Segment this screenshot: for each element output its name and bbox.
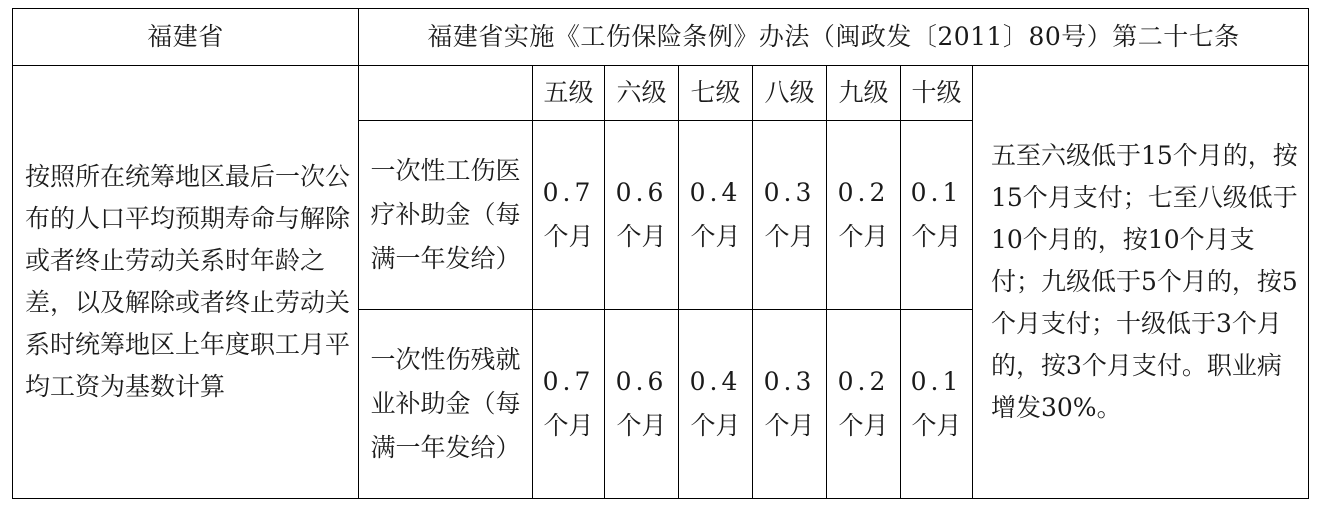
rate-value: 0.7: [542, 178, 595, 207]
rate-value: 0.4: [689, 367, 742, 396]
grade-header: 八级: [753, 66, 827, 121]
calculation-basis: 按照所在统筹地区最后一次公布的人口平均预期寿命与解除或者终止劳动关系时年龄之差，以及解除或者终止劳动关系时统筹地区上年度职工月平均工资为基数计算: [13, 66, 359, 499]
rate-cell: [533, 310, 605, 499]
header-row: [13, 9, 1309, 66]
grade-header: 十级: [901, 66, 973, 121]
rate-unit: 个月: [543, 222, 594, 251]
rate-value: 0.6: [615, 178, 668, 207]
rate-unit: 个月: [911, 411, 962, 440]
rate-value: 0.3: [763, 178, 816, 207]
regulation-header: 福建省实施《工伤保险条例》办法（闽政发〔2011〕80号）第二十七条: [359, 9, 1309, 66]
item-employment-subsidy: 一次性伤残就业补助金（每满一年发给）: [359, 310, 533, 499]
rate-value: 0.2: [837, 178, 890, 207]
rate-cell: [753, 121, 827, 310]
rate-unit: 个月: [764, 411, 815, 440]
rate-value: 0.6: [615, 367, 668, 396]
rate-cell: [605, 310, 679, 499]
rate-cell: [679, 121, 753, 310]
grade-header: 六级: [605, 66, 679, 121]
item-header-blank: [359, 66, 533, 121]
region-header: 福建省: [13, 9, 359, 66]
rate-value: 0.1: [910, 178, 963, 207]
rate-cell: [679, 310, 753, 499]
payment-note: 五至六级低于15个月的，按15个月支付；七至八级低于10个月的，按10个月支付；九级低于5个月的，按5个月支付；十级低于3个月的，按3个月支付。职业病增发30%。: [973, 66, 1309, 499]
rate-cell: [827, 310, 901, 499]
grade-header: 九级: [827, 66, 901, 121]
rate-value: 0.4: [689, 178, 742, 207]
rate-cell: [533, 121, 605, 310]
rate-unit: 个月: [690, 222, 741, 251]
rate-unit: 个月: [764, 222, 815, 251]
rate-value: 0.3: [763, 367, 816, 396]
rate-cell: [901, 121, 973, 310]
rate-unit: 个月: [838, 222, 889, 251]
rate-value: 0.7: [542, 367, 595, 396]
rate-unit: 个月: [911, 222, 962, 251]
rate-cell: [605, 121, 679, 310]
rate-unit: 个月: [690, 411, 741, 440]
compensation-table: [12, 8, 1309, 499]
rate-unit: 个月: [838, 411, 889, 440]
rate-unit: 个月: [543, 411, 594, 440]
rate-unit: 个月: [616, 222, 667, 251]
rate-cell: [901, 310, 973, 499]
grade-header: 五级: [533, 66, 605, 121]
rate-value: 0.2: [837, 367, 890, 396]
grade-header: 七级: [679, 66, 753, 121]
rate-cell: [827, 121, 901, 310]
item-medical-subsidy: 一次性工伤医疗补助金（每满一年发给）: [359, 121, 533, 310]
grade-header-row: [13, 66, 1309, 121]
rate-value: 0.1: [910, 367, 963, 396]
rate-cell: [753, 310, 827, 499]
rate-unit: 个月: [616, 411, 667, 440]
